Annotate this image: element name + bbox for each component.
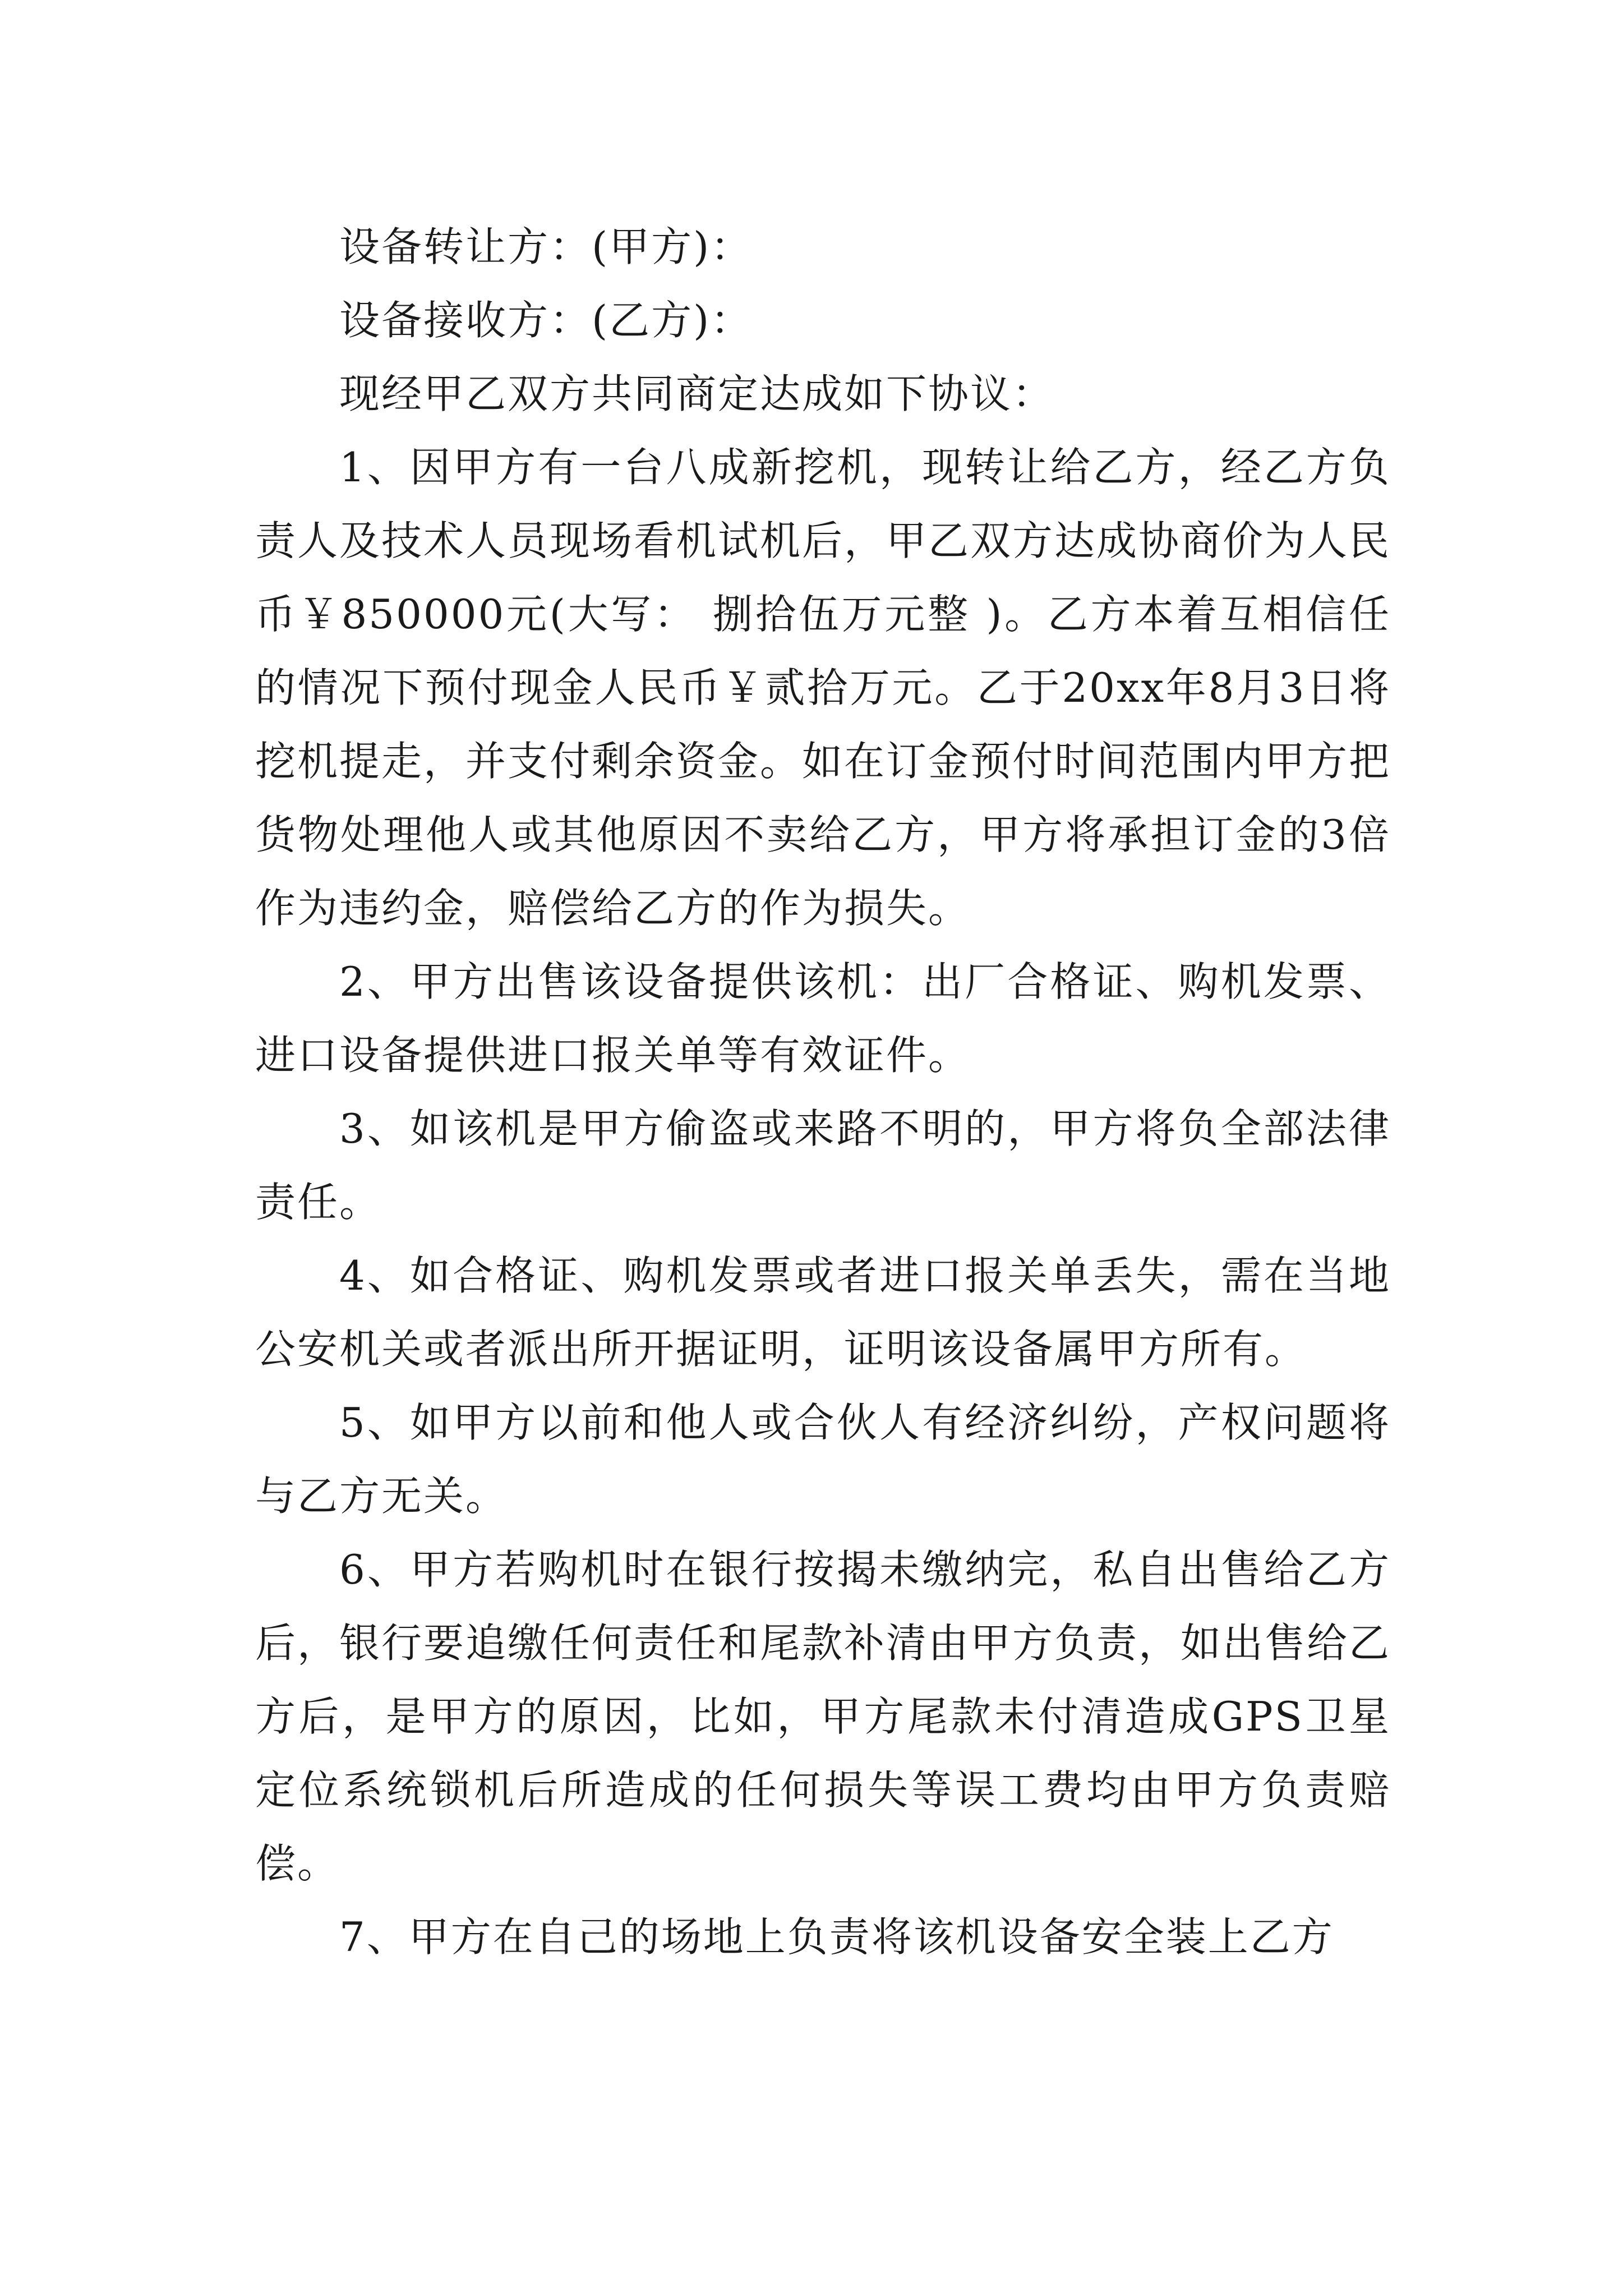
clause-6: 6、甲方若购机时在银行按揭未缴纳完，私自出售给乙方后，银行要追缴任何责任和尾款补清由甲方负责，如出售给乙方后，是甲方的原因，比如，甲方尾款未付清造成GPS卫星定位系统锁机后所造成的任何损失等误工费均由甲方负责赔偿。 — [255, 1546, 1391, 1887]
paragraph-transferee: 设备接收方：(乙方)： — [339, 297, 753, 344]
document-body — [255, 210, 1391, 1974]
paragraph-agreement-intro: 现经甲乙双方共同商定达成如下协议： — [339, 370, 1055, 417]
paragraph-transferor: 设备转让方：(甲方)： — [339, 223, 753, 270]
clause-3: 3、如该机是甲方偷盗或来路不明的，甲方将负全部法律责任。 — [255, 1105, 1391, 1226]
clause-7: 7、甲方在自己的场地上负责将该机设备安全装上乙方 — [339, 1913, 1334, 1961]
clause-4: 4、如合格证、购机发票或者进口报关单丢失，需在当地公安机关或者派出所开据证明，证明该设备属甲方所有。 — [255, 1252, 1391, 1373]
clause-1: 1、因甲方有一台八成新挖机，现转让给乙方，经乙方负责人及技术人员现场看机试机后，甲乙双方达成协商价为人民币￥850000元(大写： 捌拾伍万元整 )。乙方本着互相信任的情况下预付现金人民币￥贰拾万元。乙于20xx年8月3日将挖机提走，并支付剩余资金。如在订金预付时间范围内甲方把货物处理他人或其他原因不卖给乙方，甲方将承担订金的3倍作为违约金，赔偿给乙方的作为损失。 — [255, 444, 1391, 932]
clause-5: 5、如甲方以前和他人或合伙人有经济纠纷，产权问题将与乙方无关。 — [255, 1399, 1391, 1520]
clause-2: 2、甲方出售该设备提供该机：出厂合格证、购机发票、进口设备提供进口报关单等有效证件。 — [255, 958, 1391, 1079]
